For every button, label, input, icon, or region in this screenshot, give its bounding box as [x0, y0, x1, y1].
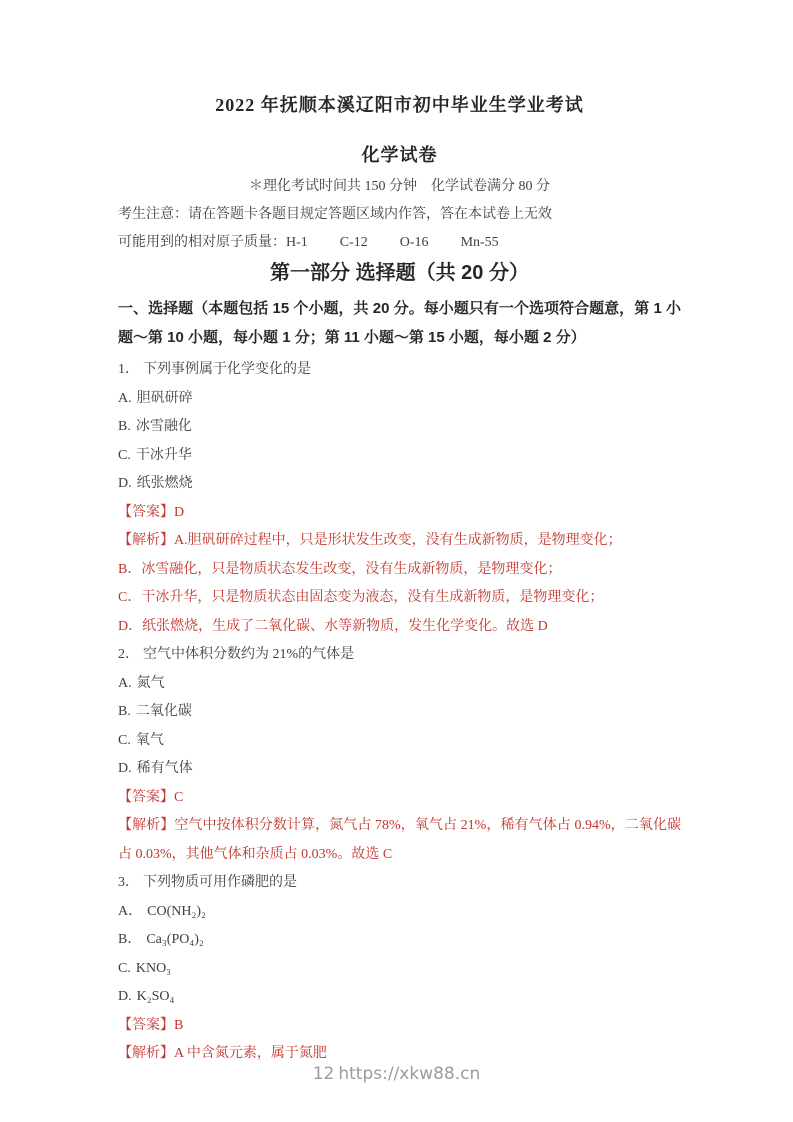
question-number: 3． [118, 875, 139, 890]
question-1 [118, 356, 681, 641]
question-1-option-a [118, 385, 681, 414]
answer-value: D [174, 504, 185, 520]
question-2-option-a [118, 670, 681, 699]
question-3-option-b [118, 926, 681, 955]
option-label: D. [118, 989, 132, 1004]
page-footer [0, 1062, 793, 1086]
question-1-option-b [118, 413, 681, 442]
option-text: 稀有气体 [136, 761, 193, 776]
question-1-analysis-line-4: D．纸张燃烧，生成了二氧化碳、水等新物质，发生化学变化。故选 D [118, 618, 548, 634]
question-2-stem [118, 641, 681, 670]
atomic-mass-mn: Mn-55 [460, 235, 499, 250]
question-3-answer [118, 1012, 681, 1041]
option-text: 胆矾研碎 [136, 390, 193, 406]
atomic-mass-h: H-1 [286, 235, 308, 250]
footer-url: https://xkw88.cn [338, 1064, 481, 1084]
analysis-tag: 【解析】 [118, 818, 175, 833]
option-label: C. [118, 732, 131, 748]
answer-tag: 【答案】 [118, 789, 174, 805]
analysis-text: 空气中按体积分数计算，氮气占 78%，氧气占 21%，稀有气体占 0.94%，二氧化碳占 0.03%，其他气体和杂质占 0.03%。故选 C [118, 818, 681, 862]
option-text: 冰雪融化 [135, 419, 192, 434]
question-2-option-d [118, 755, 681, 784]
answer-tag: 【答案】 [118, 504, 174, 520]
option-label: A. [118, 675, 132, 691]
question-1-analysis-line-2: B．冰雪融化，只是物质状态发生改变，没有生成新物质，是物理变化； [118, 561, 562, 577]
atomic-mass-o: O-16 [399, 235, 429, 250]
analysis-tag: 【解析】 [118, 533, 174, 548]
question-2-option-b [118, 698, 681, 727]
question-2-answer [118, 784, 681, 813]
atomic-mass-label: 可能用到的相对原子质量： [118, 235, 286, 250]
question-3-option-a [118, 898, 681, 927]
question-number: 2． [118, 647, 139, 662]
option-label: A. [118, 390, 132, 406]
option-text: 干冰升华 [135, 447, 192, 463]
candidate-notice: 考生注意：请在答题卡各题目规定答题区域内作答，答在本试卷上无效 [118, 207, 552, 222]
question-2-analysis [118, 812, 681, 869]
analysis-tag: 【解析】 [118, 1046, 174, 1061]
option-formula: CO(NH₂)₂ [147, 903, 206, 919]
page-number: 12 [312, 1064, 335, 1084]
question-3-option-d [118, 983, 681, 1012]
question-2 [118, 641, 681, 869]
question-1-stem [118, 356, 681, 385]
analysis-text: A 中含氮元素，属于氮肥 [174, 1046, 327, 1061]
question-1-analysis-line-3: C．干冰升华，只是物质状态由固态变为液态，没有生成新物质，是物理变化； [118, 590, 604, 605]
question-1-answer [118, 499, 681, 528]
section-title: 第一部分 选择题（共 20 分） [270, 262, 529, 284]
exam-subtitle: 化学试卷 [361, 145, 438, 165]
question-stem-text: 下列物质可用作磷肥的是 [143, 875, 297, 890]
question-3 [118, 869, 681, 1069]
section-instructions: 一、选择题（本题包括 15 个小题，共 20 分。每小题只有一个选项符合题意，第 1 小题～第 10 小题，每小题 1 分；第 11 小题～第 15 小题，每小题 2 分） [118, 300, 681, 346]
atomic-mass-line [118, 232, 681, 254]
question-stem-text: 空气中体积分数约为 21%的气体是 [143, 647, 355, 662]
option-label: C. [118, 447, 131, 463]
option-label: D. [118, 476, 132, 491]
question-1-analysis-line-1 [118, 527, 681, 556]
exam-title: 2022 年抚顺本溪辽阳市初中毕业生学业考试 [215, 95, 584, 115]
option-label: A． [118, 903, 143, 919]
question-3-option-c [118, 955, 681, 984]
question-number: 1． [118, 362, 139, 377]
option-formula: Ca₃(PO₄)₂ [146, 932, 204, 947]
option-label: B． [118, 932, 142, 947]
analysis-text: A.胆矾研碎过程中，只是形状发生改变，没有生成新物质，是物理变化； [174, 533, 622, 548]
option-formula: KNO₃ [135, 960, 172, 976]
question-stem-text: 下列事例属于化学变化的是 [143, 362, 311, 377]
answer-tag: 【答案】 [118, 1017, 174, 1033]
option-text: 纸张燃烧 [136, 476, 193, 491]
option-text: 氮气 [136, 675, 165, 691]
answer-value: B [174, 1017, 184, 1033]
option-text: 氧气 [135, 732, 164, 748]
option-label: D. [118, 761, 132, 776]
exam-duration-info: ＊理化考试时间共 150 分钟 化学试卷满分 80 分 [249, 179, 550, 194]
option-text: 二氧化碳 [135, 704, 192, 719]
option-label: C. [118, 960, 131, 976]
question-3-stem [118, 869, 681, 898]
answer-value: C [174, 789, 184, 805]
option-label: B. [118, 419, 131, 434]
question-1-option-c [118, 442, 681, 471]
option-formula: K₂SO₄ [136, 989, 175, 1004]
question-1-option-d [118, 470, 681, 499]
question-2-option-c [118, 727, 681, 756]
option-label: B. [118, 704, 131, 719]
atomic-mass-c: C-12 [339, 235, 368, 250]
